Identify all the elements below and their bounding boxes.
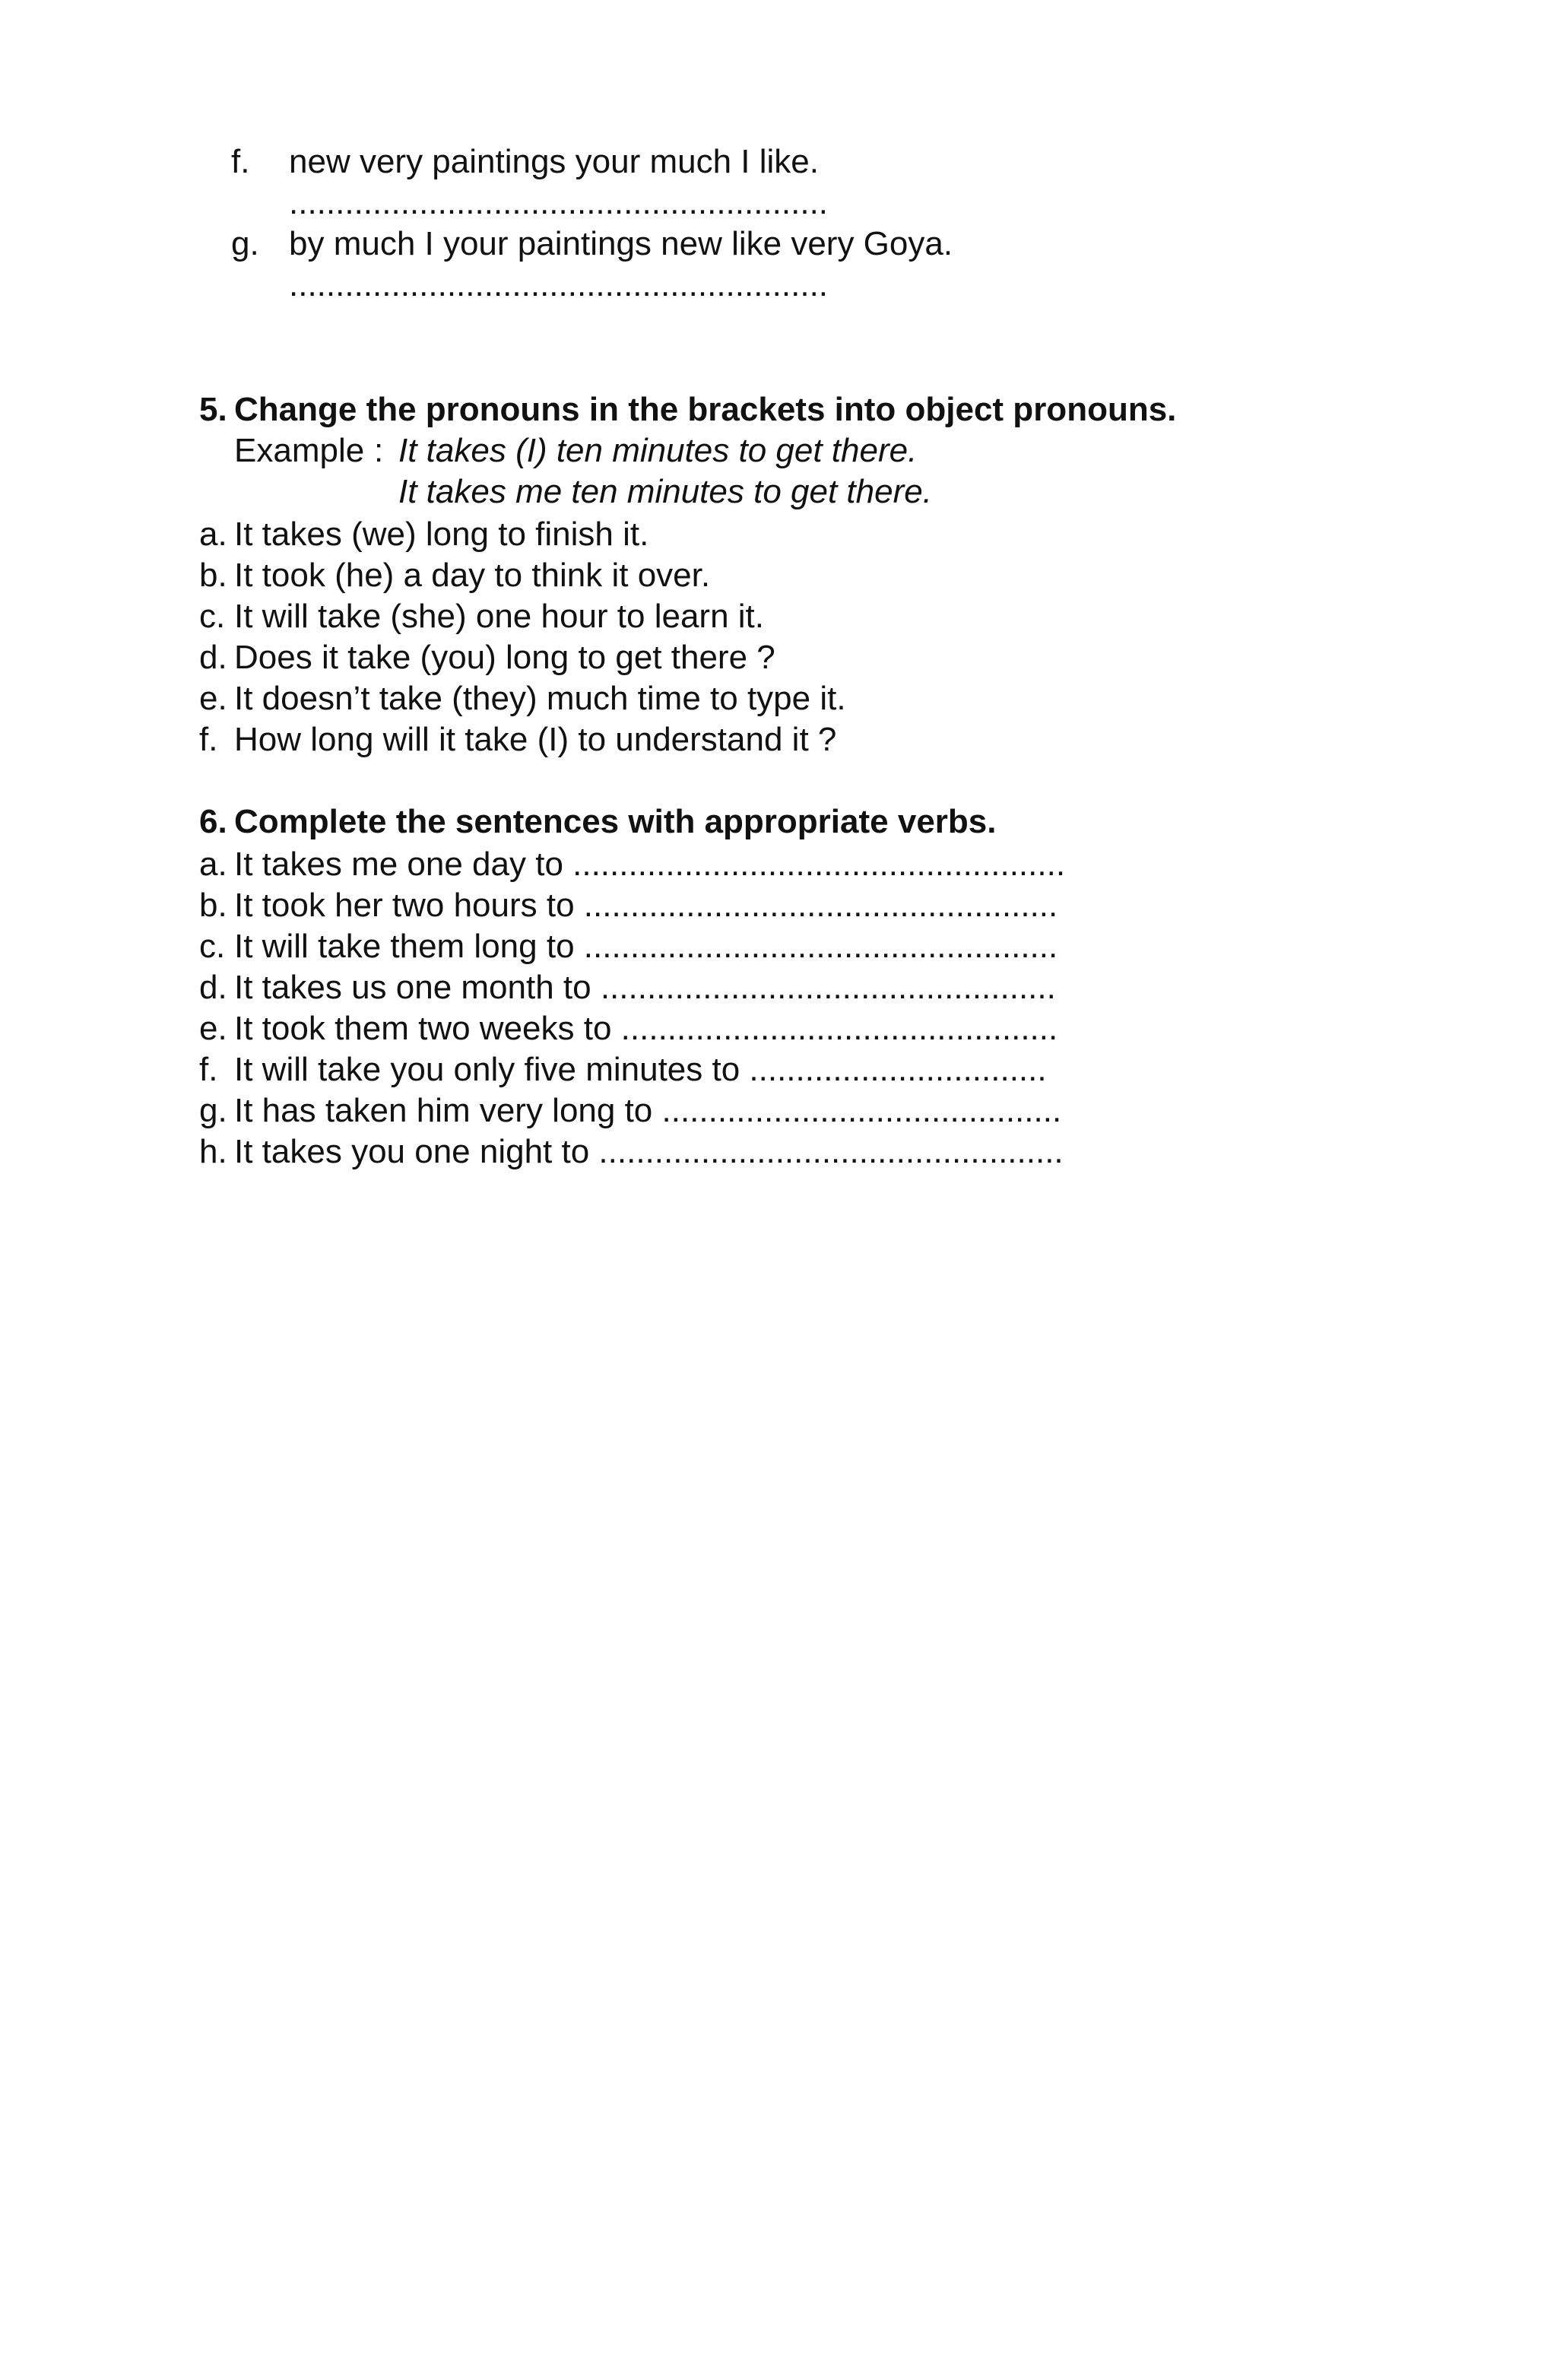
list-item: It will take (she) one hour to learn it.: [234, 598, 764, 635]
item-label: c.: [199, 598, 226, 635]
list-item: It took her two hours to ...................................................: [234, 887, 1058, 924]
list-item: It takes us one month to .................................................: [234, 969, 1056, 1006]
section6-number: 6.: [199, 803, 227, 840]
section5-heading: Change the pronouns in the brackets into object pronouns.: [234, 391, 1177, 428]
item-label: f.: [199, 721, 218, 758]
list-item: It takes you one night to ..................................................: [234, 1133, 1064, 1170]
list-item: It took (he) a day to think it over.: [234, 557, 711, 594]
item-label: a.: [199, 516, 227, 553]
example-question: It takes (I) ten minutes to get there.: [398, 432, 918, 469]
item-text-f: new very paintings your much I like.: [289, 143, 819, 180]
list-item: It doesn’t take (they) much time to type it.: [234, 680, 846, 717]
answer-line-g: ..........................................................: [289, 266, 829, 303]
item-label: b.: [199, 887, 227, 924]
answer-line-f: ..........................................................: [289, 184, 829, 221]
list-item: It takes (we) long to finish it.: [234, 516, 649, 553]
item-text-g: by much I your paintings new like very Goya.: [289, 225, 953, 262]
section5-number: 5.: [199, 391, 227, 428]
example-answer: It takes me ten minutes to get there.: [398, 473, 932, 510]
list-item: It takes me one day to .....................................................: [234, 846, 1066, 883]
item-label-g: g.: [231, 225, 259, 262]
section6-heading: Complete the sentences with appropriate verbs.: [234, 803, 997, 840]
item-label: d.: [199, 969, 227, 1006]
item-label: e.: [199, 680, 227, 717]
item-label: g.: [199, 1092, 227, 1129]
item-label-f: f.: [231, 143, 250, 180]
list-item: It will take them long to ...................................................: [234, 928, 1058, 965]
item-label: b.: [199, 557, 227, 594]
example-label: Example: [234, 432, 365, 469]
item-label: c.: [199, 928, 226, 965]
list-item: It will take you only five minutes to ................................: [234, 1051, 1047, 1088]
item-label: d.: [199, 639, 227, 676]
list-item: It has taken him very long to ...........................................: [234, 1092, 1062, 1129]
item-label: f.: [199, 1051, 218, 1088]
item-label: e.: [199, 1010, 227, 1047]
item-label: h.: [199, 1133, 227, 1170]
list-item: It took them two weeks to ...............................................: [234, 1010, 1058, 1047]
example-colon: :: [374, 432, 384, 469]
item-label: a.: [199, 846, 227, 883]
list-item: Does it take (you) long to get there ?: [234, 639, 775, 676]
list-item: How long will it take (I) to understand it ?: [234, 721, 837, 758]
